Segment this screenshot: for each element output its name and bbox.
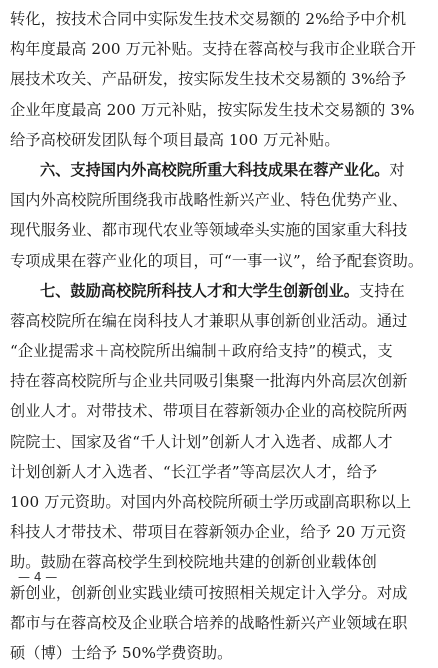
paragraph-section-seven — [10, 276, 430, 668]
text-line: 计划创新人才入选者、“长江学者”等高层次人才，给予 — [10, 462, 378, 481]
paragraph-tech-transfer — [10, 4, 430, 155]
text-line — [10, 276, 430, 306]
text-line: 企业年度最高 200 万元补贴，按实际发生技术交易额的 3% — [10, 100, 415, 119]
text-line: “企业提需求＋高校院所出编制＋政府给支持”的模式，支 — [10, 342, 393, 361]
text-line: 持在蓉高校院所与企业共同吸引集聚一批海内外高层次创新 — [10, 372, 408, 391]
text-line: 给予高校研发团队每个项目最高 100 万元补贴。 — [10, 130, 340, 149]
section-heading: 七、鼓励高校院所科技人才和大学生创新创业。 — [40, 281, 359, 300]
section-heading: 六、支持国内外高校院所重大科技成果在蓉产业化。 — [40, 160, 390, 179]
text-line: 助。鼓励在蓉高校学生到校院地共建的创新创业载体创 — [10, 553, 377, 572]
text-line: 国内外高校院所围绕我市战略性新兴产业、特色优势产业、 — [10, 191, 408, 210]
body-text — [10, 4, 430, 668]
text-line: 都市与在蓉高校及企业联合培养的战略性新兴产业领域在职 — [10, 613, 408, 632]
paragraph-section-six — [10, 155, 430, 276]
page-number: — 4 — — [18, 570, 58, 584]
text-line — [10, 155, 430, 185]
text-line: 科技人才带技术、带项目在蓉新领办企业，给予 20 万元资 — [10, 523, 407, 542]
text-line: 硕（博）士给予 50%学费资助。 — [10, 643, 233, 662]
text-line: 100 万元资助。对国内外高校院所硕士学历或副高职称以上 — [10, 493, 412, 511]
text-line: 转化，按技术合同中实际发生技术交易额的 2%给予中介机 — [10, 10, 407, 28]
text-line: 新创业，创新创业实践业绩可按照相关规定计入学分。对成 — [10, 583, 408, 602]
text-line: 现代服务业、都市现代农业等领域牵头实施的国家重大科技 — [10, 221, 408, 240]
text-run: 对 — [389, 160, 405, 179]
text-line: 创业人才。对带技术、带项目在蓉新领办企业的高校院所两 — [10, 402, 408, 421]
text-line: 蓉高校院所在编在岗科技人才兼职从事创新创业活动。通过 — [10, 311, 408, 330]
text-line: 展技术攻关、产品研发，按实际发生技术交易额的 3%给予 — [10, 70, 407, 89]
text-line: 院院士、国家及省“千人计划”创新人才入选者、成都人才 — [10, 432, 393, 451]
text-line: 专项成果在蓉产业化的项目，可“一事一议”，给予配套资助。 — [10, 251, 424, 270]
text-run: 支持在 — [358, 281, 405, 300]
text-line: 构年度最高 200 万元补贴。支持在蓉高校与我市企业联合开 — [10, 40, 417, 59]
